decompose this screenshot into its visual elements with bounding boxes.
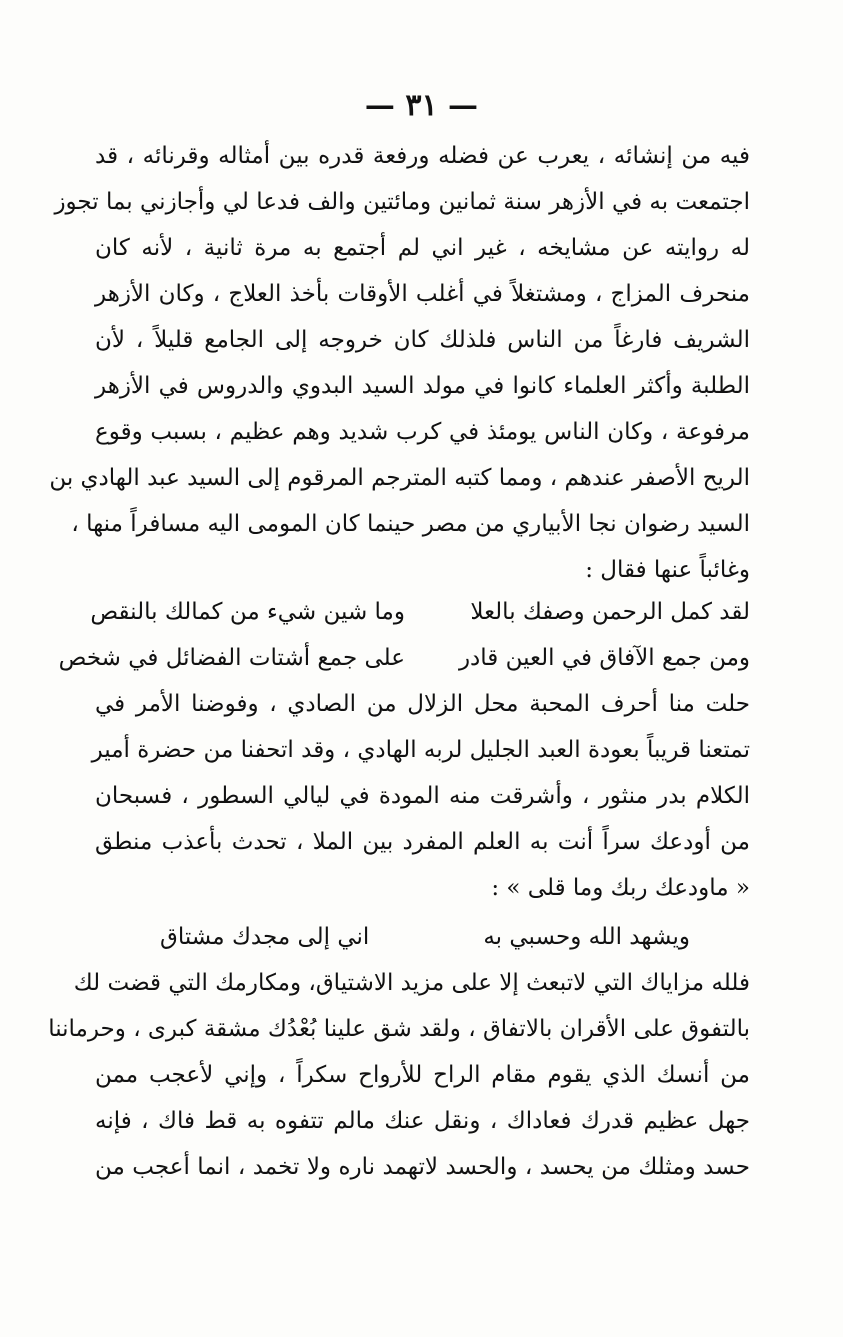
text-line: حلت منا أحرف المحبة محل الزلال من الصادي ، وفوضنا الأمر في bbox=[95, 691, 750, 717]
verse-second-hemistich: اني إلى مجدك مشتاق bbox=[160, 924, 370, 950]
text-line: اجتمعت به في الأزهر سنة ثمانين ومائتين والف فدعا لي وأجازني بما تجوز bbox=[54, 189, 750, 215]
text-line: الكلام بدر منثور ، وأشرقت منه المودة في ليالي السطور ، فسبحان bbox=[95, 783, 750, 809]
text-line: تمتعنا قريباً بعودة العبد الجليل لربه الهادي ، وقد اتحفنا من حضرة أمير bbox=[91, 737, 750, 763]
verse-second-hemistich: وما شين شيء من كمالك بالنقص bbox=[90, 599, 405, 625]
verse-line bbox=[58, 635, 750, 681]
verse-first-hemistich: ومن جمع الآفاق في العين قادر bbox=[458, 645, 750, 671]
text-line: من أنسك الذي يقوم مقام الراح للأرواح سكراً ، وإني لأعجب ممن bbox=[95, 1062, 750, 1088]
verse-first-hemistich: لقد كمل الرحمن وصفك بالعلا bbox=[470, 599, 750, 625]
text-line: الشريف فارغاً من الناس فلذلك كان خروجه إلى الجامع قليلاً ، لأن bbox=[95, 327, 750, 353]
text-line: « ماودعك ربك وما قلى » : bbox=[491, 875, 750, 901]
text-line: من أودعك سراً أنت به العلم المفرد بين الملا ، تحدث بأعذب منطق bbox=[95, 829, 750, 855]
text-line: جهل عظيم قدرك فعاداك ، ونقل عنك مالم تتفوه به قط فاك ، فإنه bbox=[95, 1108, 750, 1134]
text-line: بالتفوق على الأقران بالاتفاق ، ولقد شق علينا بُعْدُك مشقة كبرى ، وحرماننا bbox=[48, 1016, 750, 1042]
text-line: منحرف المزاج ، ومشتغلاً في أغلب الأوقات بأخذ العلاج ، وكان الأزهر bbox=[95, 281, 751, 307]
paragraph-letter bbox=[91, 681, 750, 911]
text-line: فلله مزاياك التي لاتبعث إلا على مزيد الاشتياق، ومكارمك التي قضت لك bbox=[73, 970, 750, 996]
text-line: مرفوعة ، وكان الناس يومئذ في كرب شديد وهم عظيم ، بسبب وقوع bbox=[95, 419, 750, 445]
verse-first-hemistich: ويشهد الله وحسبي به bbox=[483, 924, 690, 950]
text-line: السيد رضوان نجا الأبياري من مصر حينما كان المومى اليه مسافراً منها ، bbox=[71, 511, 750, 537]
single-verse bbox=[160, 914, 690, 960]
text-line: فيه من إنشائه ، يعرب عن فضله ورفعة قدره بين أمثاله وقرنائه ، قد bbox=[95, 143, 750, 169]
text-line: الطلبة وأكثر العلماء كانوا في مولد السيد البدوي والدروس في الأزهر bbox=[95, 373, 750, 399]
paragraph-biography bbox=[49, 133, 751, 593]
verse-line bbox=[90, 589, 750, 635]
poem-verses bbox=[58, 589, 750, 681]
text-line: حسد ومثلك من يحسد ، والحسد لاتهمد ناره ولا تخمد ، انما أعجب من bbox=[95, 1154, 750, 1180]
text-line: الريح الأصفر عندهم ، ومما كتبه المترجم المرقوم إلى السيد عبد الهادي بن bbox=[49, 465, 750, 491]
page-number: — ٣١ — bbox=[364, 88, 479, 123]
verse-second-hemistich: على جمع أشتات الفضائل في شخص bbox=[58, 645, 405, 671]
paragraph-continuation bbox=[48, 960, 750, 1190]
text-line: وغائباً عنها فقال : bbox=[585, 557, 750, 583]
text-line: له روايته عن مشايخه ، غير اني لم أجتمع به مرة ثانية ، لأنه كان bbox=[95, 235, 750, 261]
